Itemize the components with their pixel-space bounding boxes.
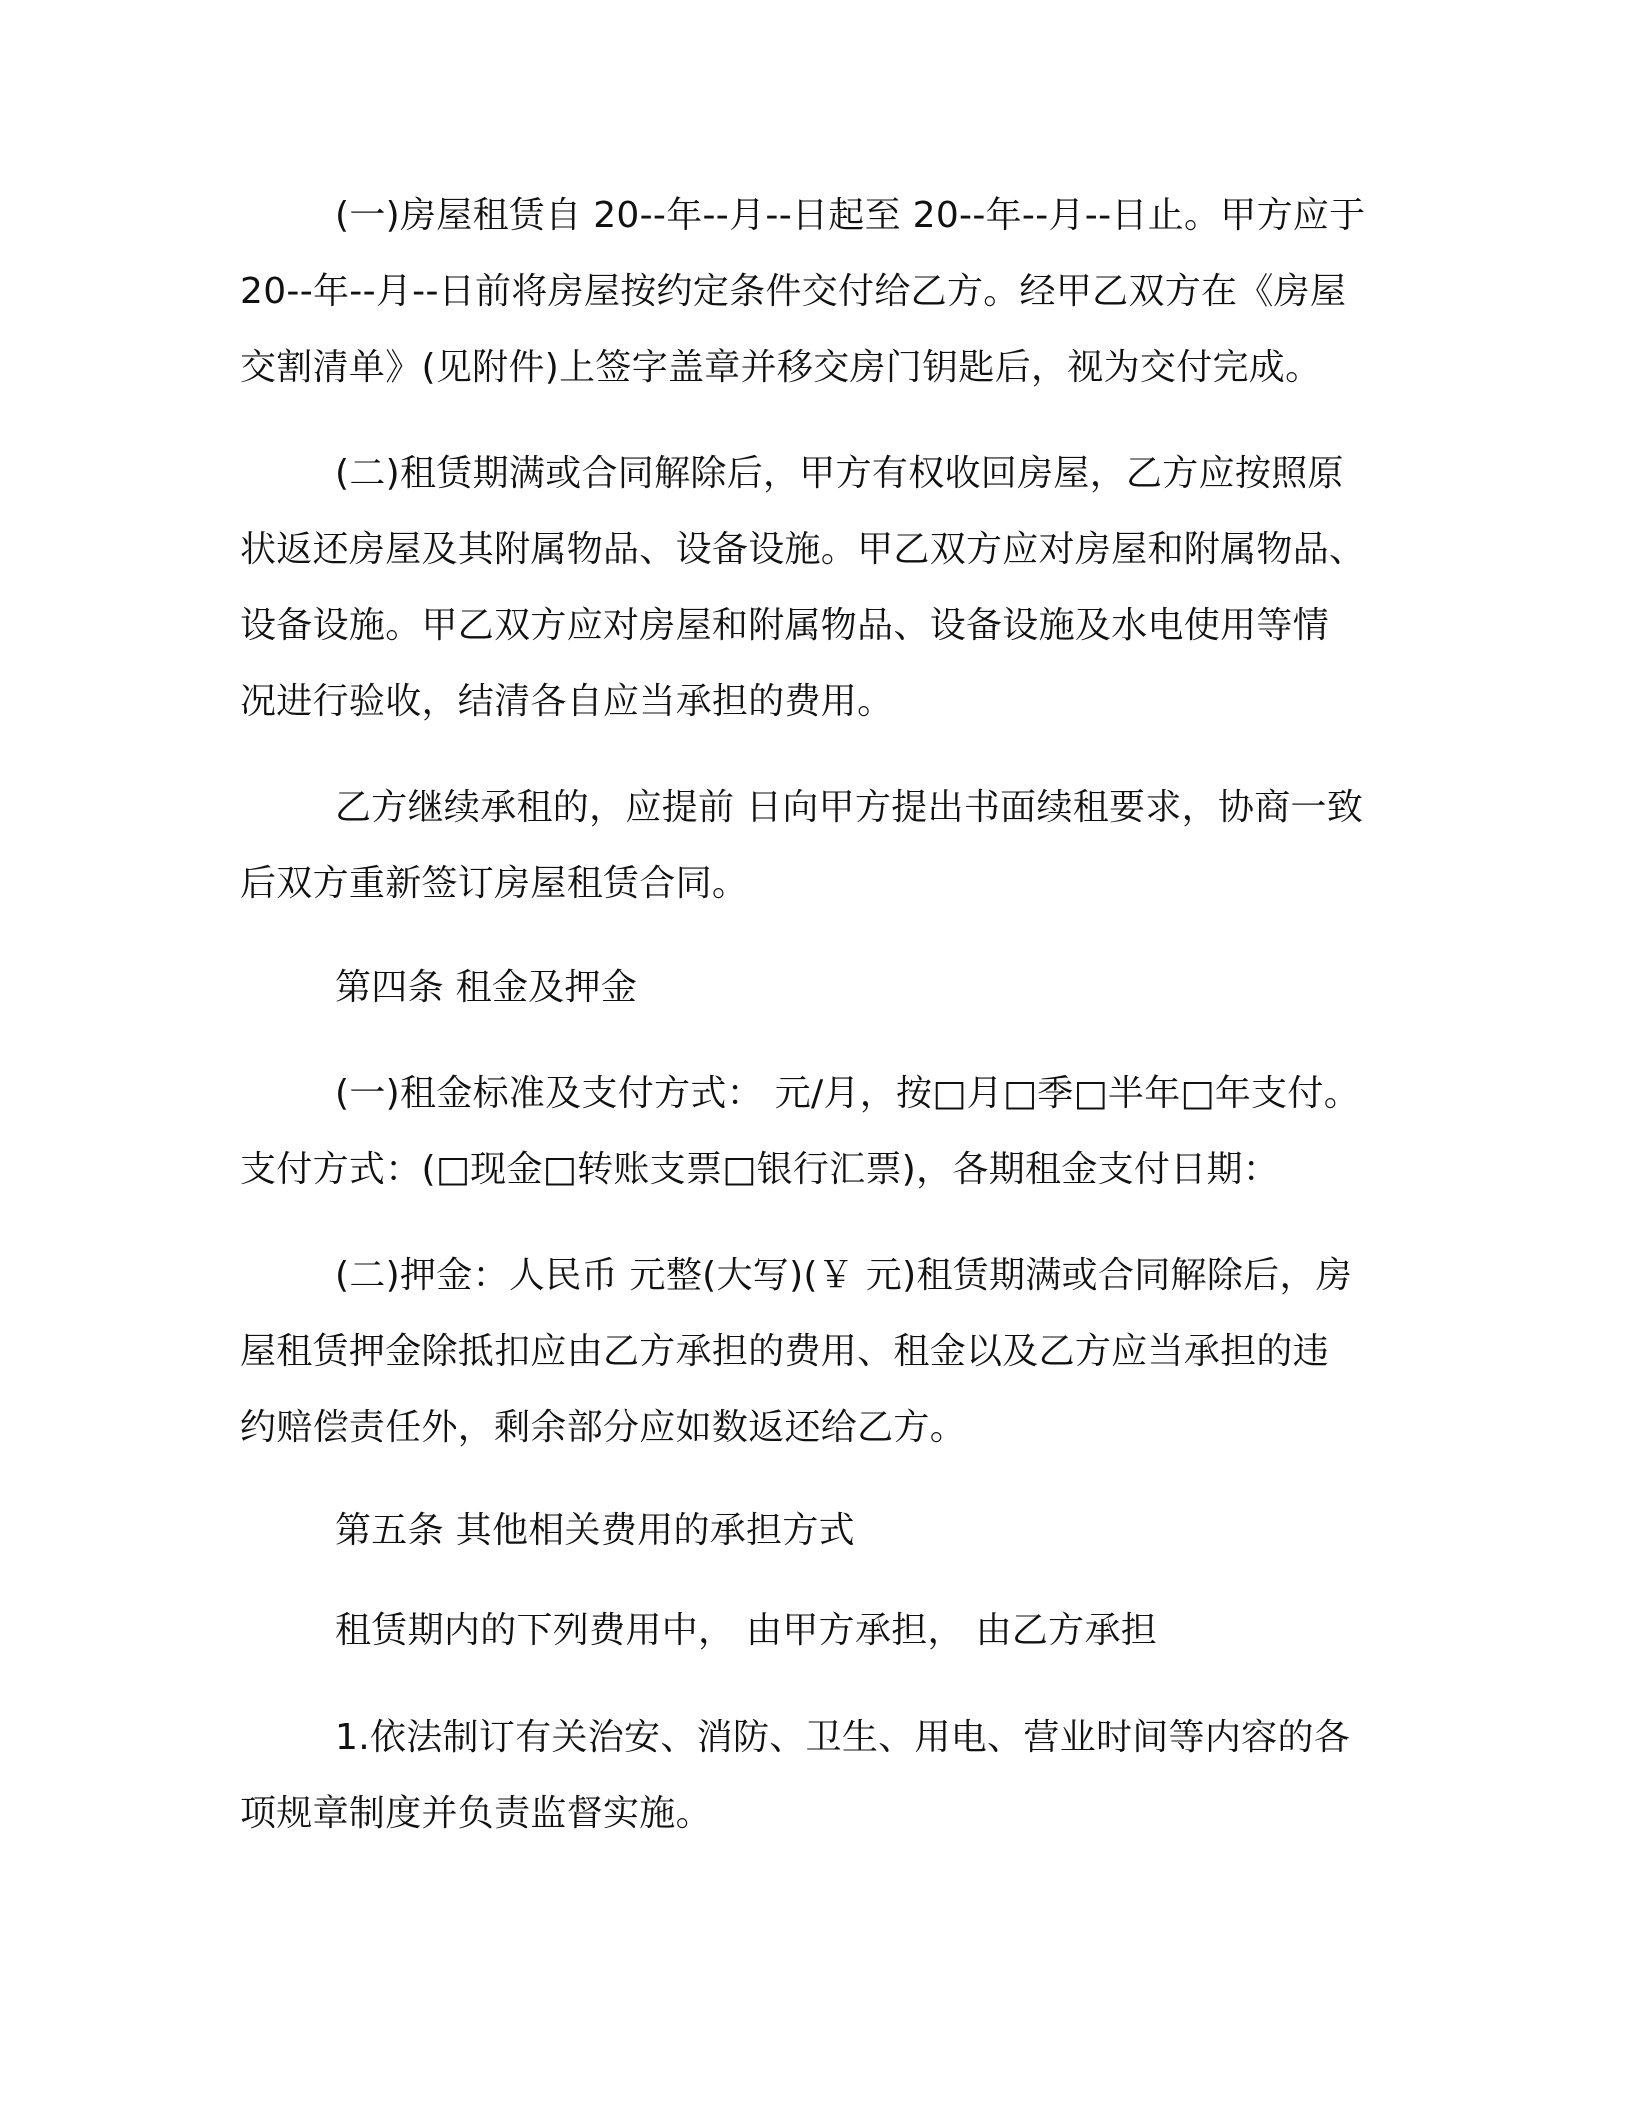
paragraph-1-line-1: (一)房屋租赁自 20--年--月--日起至 20--年--月--日止。甲方应于: [335, 195, 1366, 236]
paragraph-2-line-3: 设备设施。甲乙双方应对房屋和附属物品、设备设施及水电使用等情: [240, 605, 1330, 646]
paragraph-5-line-3: 约赔偿责任外，剩余部分应如数返还给乙方。: [240, 1407, 967, 1448]
paragraph-3-line-1: 乙方继续承租的，应提前 日向甲方提出书面续租要求，协商一致: [335, 787, 1364, 828]
section-heading-article-5: 第五条 其他相关费用的承担方式: [335, 1510, 855, 1551]
paragraph-3-line-2: 后双方重新签订房屋租赁合同。: [240, 863, 749, 904]
paragraph-7-line-1: 1.依法制订有关治安、消防、卫生、用电、营业时间等内容的各: [335, 1717, 1351, 1758]
paragraph-6-line-1: 租赁期内的下列费用中， 由甲方承担， 由乙方承担: [335, 1610, 1158, 1651]
paragraph-5-line-2: 屋租赁押金除抵扣应由乙方承担的费用、租金以及乙方应当承担的违: [240, 1331, 1330, 1372]
paragraph-2-line-2: 状返还房屋及其附属物品、设备设施。甲乙双方应对房屋和附属物品、: [240, 529, 1366, 570]
paragraph-2-line-4: 况进行验收，结清各自应当承担的费用。: [240, 681, 894, 722]
paragraph-1-line-2: 20--年--月--日前将房屋按约定条件交付给乙方。经甲乙双方在《房屋: [240, 271, 1347, 312]
paragraph-1-line-3: 交割清单》(见附件)上签字盖章并移交房门钥匙后，视为交付完成。: [240, 347, 1322, 388]
paragraph-4-line-2: 支付方式：(□现金□转账支票□银行汇票)，各期租金支付日期：: [240, 1149, 1280, 1190]
paragraph-5-line-1: (二)押金：人民币 元整(大写)(￥ 元)租赁期满或合同解除后，房: [335, 1255, 1353, 1296]
paragraph-2-line-1: (二)租赁期满或合同解除后，甲方有权收回房屋，乙方应按照原: [335, 453, 1344, 494]
paragraph-7-line-2: 项规章制度并负责监督实施。: [240, 1793, 712, 1834]
section-heading-article-4: 第四条 租金及押金: [335, 967, 638, 1008]
paragraph-4-line-1: (一)租金标准及支付方式： 元/月，按□月□季□半年□年支付。: [335, 1073, 1361, 1114]
